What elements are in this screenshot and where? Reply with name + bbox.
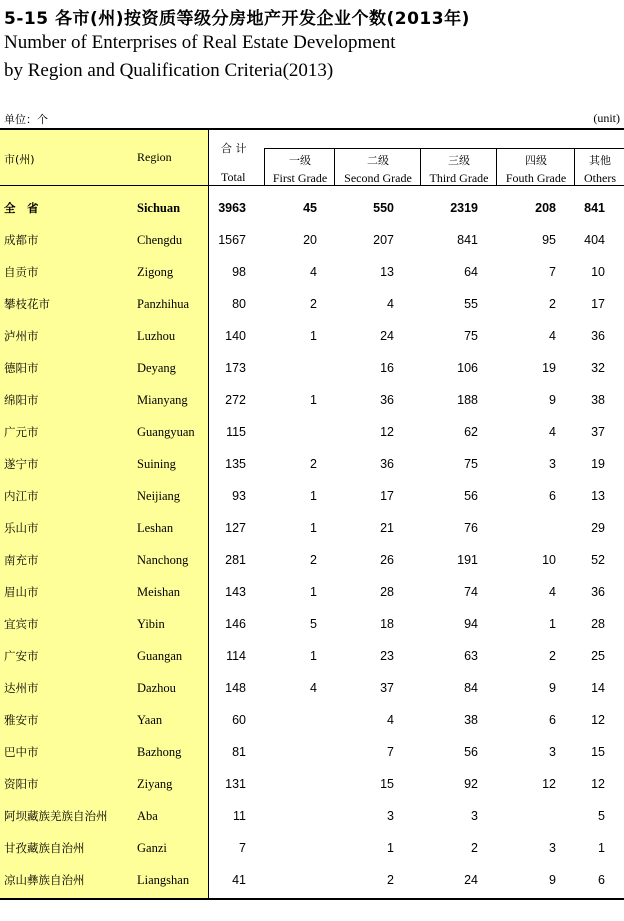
cell-fourth-grade: 1 (549, 617, 556, 631)
table-row (0, 672, 624, 704)
cell-fourth-grade: 7 (549, 265, 556, 279)
cell-first-grade: 45 (303, 201, 317, 215)
table-row (0, 448, 624, 480)
cell-others: 36 (591, 585, 605, 599)
table-row (0, 288, 624, 320)
row-name-en: Ganzi (137, 841, 167, 855)
table-top-rule (0, 128, 624, 130)
header-city: 市(州) (4, 153, 35, 166)
row-name-en: Ziyang (137, 777, 173, 791)
cell-fourth-grade: 9 (549, 873, 556, 887)
cell-third-grade: 191 (457, 553, 478, 567)
cell-third-grade: 38 (464, 713, 478, 727)
cell-third-grade: 84 (464, 681, 478, 695)
cell-second-grade: 26 (380, 553, 394, 567)
cell-fourth-grade: 19 (542, 361, 556, 375)
cell-total: 131 (225, 777, 246, 791)
cell-total: 146 (225, 617, 246, 631)
cell-total: 140 (225, 329, 246, 343)
unit-label-en: (unit) (593, 111, 620, 125)
row-name-en: Mianyang (137, 393, 188, 407)
cell-others: 841 (584, 201, 605, 215)
cell-others: 6 (598, 873, 605, 887)
row-name-cn: 甘孜藏族自治州 (4, 841, 85, 855)
cell-total: 93 (232, 489, 246, 503)
cell-total: 98 (232, 265, 246, 279)
cell-second-grade: 24 (380, 329, 394, 343)
table-row (0, 608, 624, 640)
header-others (574, 148, 624, 186)
cell-total: 281 (225, 553, 246, 567)
cell-fourth-grade: 9 (549, 393, 556, 407)
table-row (0, 768, 624, 800)
cell-total: 41 (232, 873, 246, 887)
cell-total: 1567 (218, 233, 246, 247)
cell-total: 60 (232, 713, 246, 727)
cell-second-grade: 23 (380, 649, 394, 663)
cell-third-grade: 75 (464, 329, 478, 343)
header-fourth-grade (496, 148, 575, 186)
table-row (0, 544, 624, 576)
row-name-cn: 全 省 (4, 201, 39, 215)
header-total-cn: 合 计 (221, 142, 247, 155)
cell-third-grade: 63 (464, 649, 478, 663)
row-name-cn: 眉山市 (4, 585, 39, 599)
row-name-cn: 遂宁市 (4, 457, 39, 471)
row-name-cn: 乐山市 (4, 521, 39, 535)
cell-third-grade: 106 (457, 361, 478, 375)
cell-others: 14 (591, 681, 605, 695)
cell-total: 3963 (218, 201, 246, 215)
row-name-en: Panzhihua (137, 297, 190, 311)
row-name-en: Guangan (137, 649, 183, 663)
cell-others: 28 (591, 617, 605, 631)
header-total-en: Total (221, 170, 246, 184)
cell-fourth-grade: 3 (549, 841, 556, 855)
cell-third-grade: 62 (464, 425, 478, 439)
row-name-en: Yibin (137, 617, 165, 631)
table-row (0, 416, 624, 448)
row-name-en: Neijiang (137, 489, 181, 503)
cell-second-grade: 36 (380, 393, 394, 407)
cell-first-grade: 1 (310, 329, 317, 343)
row-name-cn: 宜宾市 (4, 617, 39, 631)
cell-others: 12 (591, 713, 605, 727)
cell-second-grade: 13 (380, 265, 394, 279)
cell-fourth-grade: 10 (542, 553, 556, 567)
cell-fourth-grade: 208 (535, 201, 556, 215)
cell-total: 115 (226, 425, 246, 439)
cell-second-grade: 16 (380, 361, 394, 375)
row-name-en: Zigong (137, 265, 174, 279)
cell-first-grade: 1 (310, 393, 317, 407)
cell-others: 13 (591, 489, 605, 503)
cell-third-grade: 2319 (450, 201, 478, 215)
cell-third-grade: 188 (457, 393, 478, 407)
header-region: Region (137, 150, 172, 164)
cell-first-grade: 1 (310, 489, 317, 503)
table-row (0, 736, 624, 768)
cell-third-grade: 56 (464, 745, 478, 759)
cell-first-grade: 20 (303, 233, 317, 247)
cell-others: 25 (591, 649, 605, 663)
row-name-en: Deyang (137, 361, 176, 375)
table-row (0, 256, 624, 288)
header-third-grade (420, 148, 497, 186)
cell-total: 7 (239, 841, 246, 855)
cell-second-grade: 1 (387, 841, 394, 855)
cell-others: 404 (584, 233, 605, 247)
header-third-en: Third Grade (429, 171, 489, 185)
cell-others: 10 (591, 265, 605, 279)
header-other-cn: 其他 (589, 154, 611, 167)
cell-others: 52 (591, 553, 605, 567)
row-name-en: Liangshan (137, 873, 190, 887)
cell-third-grade: 75 (464, 457, 478, 471)
cell-third-grade: 92 (464, 777, 478, 791)
table-row (0, 512, 624, 544)
row-name-cn: 自贡市 (4, 265, 39, 279)
table-title-en-line2: by Region and Qualification Criteria(2013) (4, 60, 334, 81)
row-name-cn: 德阳市 (4, 361, 39, 375)
cell-first-grade: 2 (310, 457, 317, 471)
row-name-cn: 巴中市 (4, 745, 39, 759)
cell-fourth-grade: 2 (549, 649, 556, 663)
row-name-en: Aba (137, 809, 158, 823)
cell-fourth-grade: 3 (549, 457, 556, 471)
unit-label-cn: 单位：个 (4, 113, 48, 126)
cell-others: 32 (591, 361, 605, 375)
header-third-cn: 三级 (448, 154, 470, 167)
row-name-cn: 广元市 (4, 425, 39, 439)
table-bottom-rule (0, 898, 624, 900)
row-name-en: Leshan (137, 521, 174, 535)
cell-first-grade: 1 (310, 585, 317, 599)
cell-third-grade: 841 (457, 233, 478, 247)
row-name-en: Guangyuan (137, 425, 195, 439)
row-name-cn: 阿坝藏族羌族自治州 (4, 809, 108, 823)
row-name-cn: 广安市 (4, 649, 39, 663)
row-name-cn: 资阳市 (4, 777, 39, 791)
row-name-cn: 南充市 (4, 553, 39, 567)
table-row (0, 576, 624, 608)
cell-first-grade: 4 (310, 681, 317, 695)
table-row (0, 832, 624, 864)
table-row (0, 640, 624, 672)
cell-others: 38 (591, 393, 605, 407)
cell-total: 272 (225, 393, 246, 407)
header-first-cn: 一级 (289, 154, 311, 167)
cell-fourth-grade: 2 (549, 297, 556, 311)
row-name-en: Sichuan (137, 201, 181, 215)
cell-fourth-grade: 4 (549, 329, 556, 343)
cell-first-grade: 2 (310, 553, 317, 567)
table-row (0, 384, 624, 416)
cell-fourth-grade: 12 (542, 777, 556, 791)
table-row (0, 864, 624, 896)
row-name-en: Bazhong (137, 745, 182, 759)
header-first-grade (264, 148, 335, 186)
cell-second-grade: 17 (380, 489, 394, 503)
cell-third-grade: 55 (464, 297, 478, 311)
table-row (0, 224, 624, 256)
cell-fourth-grade: 4 (549, 425, 556, 439)
cell-second-grade: 21 (380, 521, 394, 535)
cell-second-grade: 15 (380, 777, 394, 791)
cell-first-grade: 1 (310, 649, 317, 663)
cell-second-grade: 207 (373, 233, 394, 247)
row-name-en: Suining (137, 457, 176, 471)
cell-third-grade: 24 (464, 873, 478, 887)
cell-third-grade: 74 (464, 585, 478, 599)
row-name-en: Chengdu (137, 233, 183, 247)
table-row (0, 704, 624, 736)
table-row (0, 480, 624, 512)
cell-fourth-grade: 6 (549, 489, 556, 503)
table-row (0, 320, 624, 352)
header-first-en: First Grade (272, 171, 328, 185)
table-row (0, 192, 624, 224)
cell-first-grade: 5 (310, 617, 317, 631)
header-fourth-en: Fouth Grade (505, 171, 567, 185)
cell-third-grade: 56 (464, 489, 478, 503)
cell-third-grade: 94 (464, 617, 478, 631)
cell-others: 29 (591, 521, 605, 535)
cell-second-grade: 3 (387, 809, 394, 823)
cell-second-grade: 7 (387, 745, 394, 759)
table-row (0, 352, 624, 384)
cell-first-grade: 2 (310, 297, 317, 311)
cell-total: 135 (225, 457, 246, 471)
row-name-en: Meishan (137, 585, 181, 599)
row-name-cn: 内江市 (4, 489, 39, 503)
table-row (0, 800, 624, 832)
cell-second-grade: 28 (380, 585, 394, 599)
cell-total: 143 (225, 585, 246, 599)
cell-second-grade: 2 (387, 873, 394, 887)
header-fourth-cn: 四级 (525, 154, 547, 167)
cell-total: 80 (232, 297, 246, 311)
cell-second-grade: 4 (387, 713, 394, 727)
cell-fourth-grade: 3 (549, 745, 556, 759)
row-name-cn: 成都市 (4, 233, 39, 247)
row-name-en: Yaan (137, 713, 163, 727)
cell-second-grade: 36 (380, 457, 394, 471)
cell-first-grade: 1 (310, 521, 317, 535)
cell-others: 12 (591, 777, 605, 791)
cell-others: 1 (598, 841, 605, 855)
cell-others: 17 (591, 297, 605, 311)
cell-third-grade: 76 (464, 521, 478, 535)
cell-fourth-grade: 95 (542, 233, 556, 247)
cell-third-grade: 3 (471, 809, 478, 823)
cell-total: 81 (232, 745, 246, 759)
cell-others: 5 (598, 809, 605, 823)
header-second-en: Second Grade (344, 171, 412, 185)
cell-fourth-grade: 4 (549, 585, 556, 599)
row-name-cn: 攀枝花市 (4, 297, 50, 311)
cell-others: 15 (591, 745, 605, 759)
cell-others: 37 (591, 425, 605, 439)
row-name-cn: 雅安市 (4, 713, 39, 727)
cell-total: 148 (225, 681, 246, 695)
row-name-en: Dazhou (137, 681, 176, 695)
row-name-cn: 绵阳市 (4, 393, 39, 407)
cell-fourth-grade: 6 (549, 713, 556, 727)
table-title-en-line1: Number of Enterprises of Real Estate Development (4, 32, 396, 53)
header-second-grade (334, 148, 421, 186)
header-second-cn: 二级 (367, 154, 389, 167)
row-name-cn: 泸州市 (4, 329, 39, 343)
cell-total: 127 (225, 521, 246, 535)
cell-third-grade: 64 (464, 265, 478, 279)
table-title-cn: 5-15 各市(州)按资质等级分房地产开发企业个数(2013年) (4, 9, 470, 29)
cell-others: 19 (591, 457, 605, 471)
cell-first-grade: 4 (310, 265, 317, 279)
row-name-cn: 达州市 (4, 681, 39, 695)
cell-second-grade: 12 (380, 425, 394, 439)
row-name-en: Luzhou (137, 329, 176, 343)
row-name-cn: 凉山彝族自治州 (4, 873, 85, 887)
cell-total: 173 (225, 361, 246, 375)
cell-others: 36 (591, 329, 605, 343)
header-other-en: Others (584, 171, 616, 185)
cell-total: 11 (233, 809, 246, 823)
cell-second-grade: 4 (387, 297, 394, 311)
cell-second-grade: 18 (380, 617, 394, 631)
cell-second-grade: 37 (380, 681, 394, 695)
row-name-en: Nanchong (137, 553, 189, 567)
cell-fourth-grade: 9 (549, 681, 556, 695)
cell-total: 114 (226, 649, 246, 663)
cell-second-grade: 550 (373, 201, 394, 215)
cell-third-grade: 2 (471, 841, 478, 855)
